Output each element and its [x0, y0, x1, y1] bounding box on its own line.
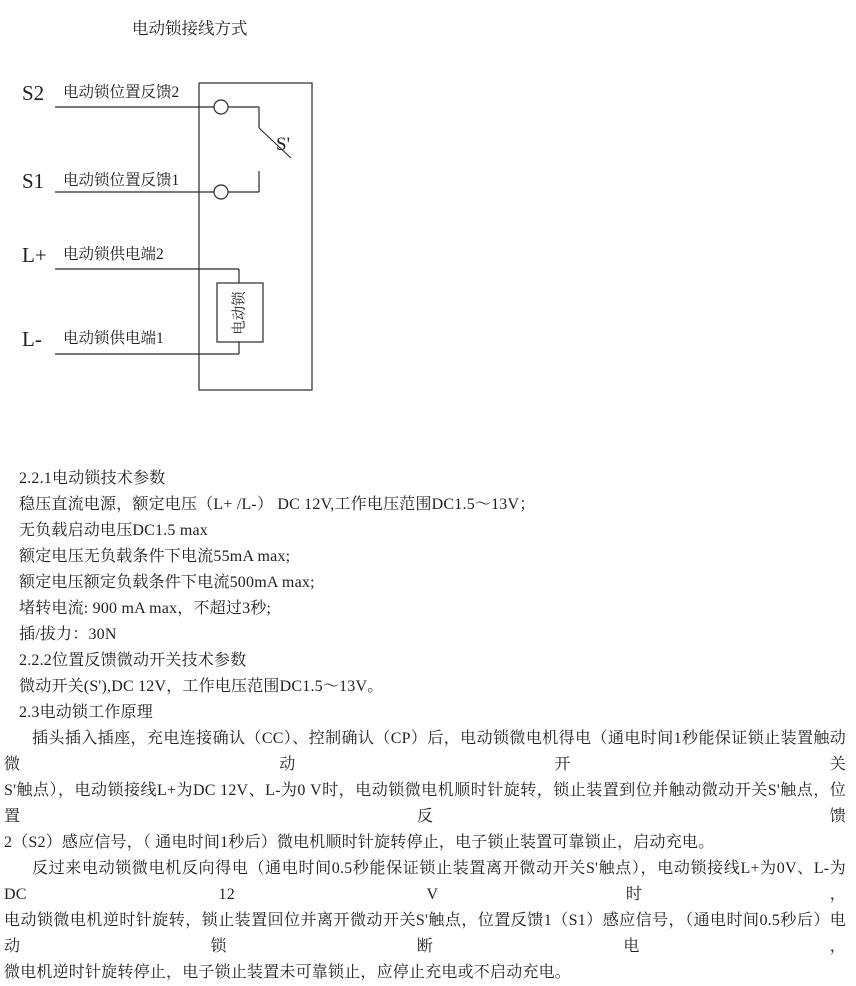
pin-label-lminus: L- [22, 327, 42, 351]
principle-para1-line2: S'触点），电动锁接线L+为DC 12V、L-为0 V时，电动锁微电机顺时针旋转，锁止装置到位并触动微动开关S'触点，位置反馈 [4, 782, 846, 825]
connector-body-outline [199, 83, 312, 390]
pin-label-s1: S1 [22, 169, 45, 193]
spec-line-stall-current: 堵转电流: 900 mA max，不超过3秒; [19, 600, 272, 617]
spec-line-noload-current: 额定电压无负载条件下电流55mA max; [19, 548, 291, 565]
pin-label-s2: S2 [22, 81, 45, 105]
spec-line-noload-start: 无负载启动电压DC1.5 max [19, 522, 208, 539]
terminal-label-lminus: 电动锁供电端1 [63, 330, 164, 347]
wiring-diagram-figure [0, 0, 856, 400]
lock-box-label: 电动锁 [232, 291, 248, 335]
pin-label-lplus: L+ [22, 243, 47, 267]
section-heading-221: 2.2.1电动锁技术参数 [19, 470, 166, 487]
terminal-circle-s2 [214, 100, 228, 114]
wiring-diagram [0, 0, 856, 400]
principle-para2-line3: 微电机逆时针旋转停止，电子锁止装置未可靠锁止，应停止充电或不启动充电。 [4, 964, 572, 981]
spec-line-rated-current: 额定电压额定负载条件下电流500mA max; [19, 574, 315, 591]
spec-line-microswitch: 微动开关(S'),DC 12V，工作电压范围DC1.5～13V。 [19, 678, 384, 695]
terminal-label-s1: 电动锁位置反馈1 [63, 172, 180, 189]
spec-line-voltage: 稳压直流电源，额定电压（L+ /L-） DC 12V,工作电压范围DC1.5～13V； [19, 496, 536, 513]
terminal-circle-s1 [214, 185, 228, 199]
terminal-label-lplus: 电动锁供电端2 [63, 246, 164, 263]
principle-para2-line1: 反过来电动锁微电机反向得电（通电时间0.5秒能保证锁止装置离开微动开关S'触点），电动锁接线L+为0V、L-为DC 12 V时， [4, 860, 846, 903]
terminal-label-s2: 电动锁位置反馈2 [63, 84, 180, 101]
principle-para1-line1: 插头插入插座，充电连接确认（CC）、控制确认（CP）后，电动锁微电机得电（通电时间1秒能保证锁止装置触动微动开关 [4, 730, 846, 773]
section-heading-23: 2.3电动锁工作原理 [19, 704, 154, 721]
document-body [0, 466, 856, 986]
diagram-title: 电动锁接线方式 [132, 19, 248, 38]
spec-line-force: 插/拔力：30N [19, 626, 117, 643]
switch-label: S' [276, 134, 290, 155]
principle-para2-line2: 电动锁微电机逆时针旋转，锁止装置回位并离开微动开关S'触点，位置反馈1（S1）感应信号，（通电时间0.5秒后）电动锁断电， [4, 912, 846, 955]
section-heading-222: 2.2.2位置反馈微动开关技术参数 [19, 652, 247, 669]
principle-para1-line3: 2（S2）感应信号，（ 通电时间1秒后）微电机顺时针旋转停止，电子锁止装置可靠锁止，启动充电。 [4, 834, 715, 851]
